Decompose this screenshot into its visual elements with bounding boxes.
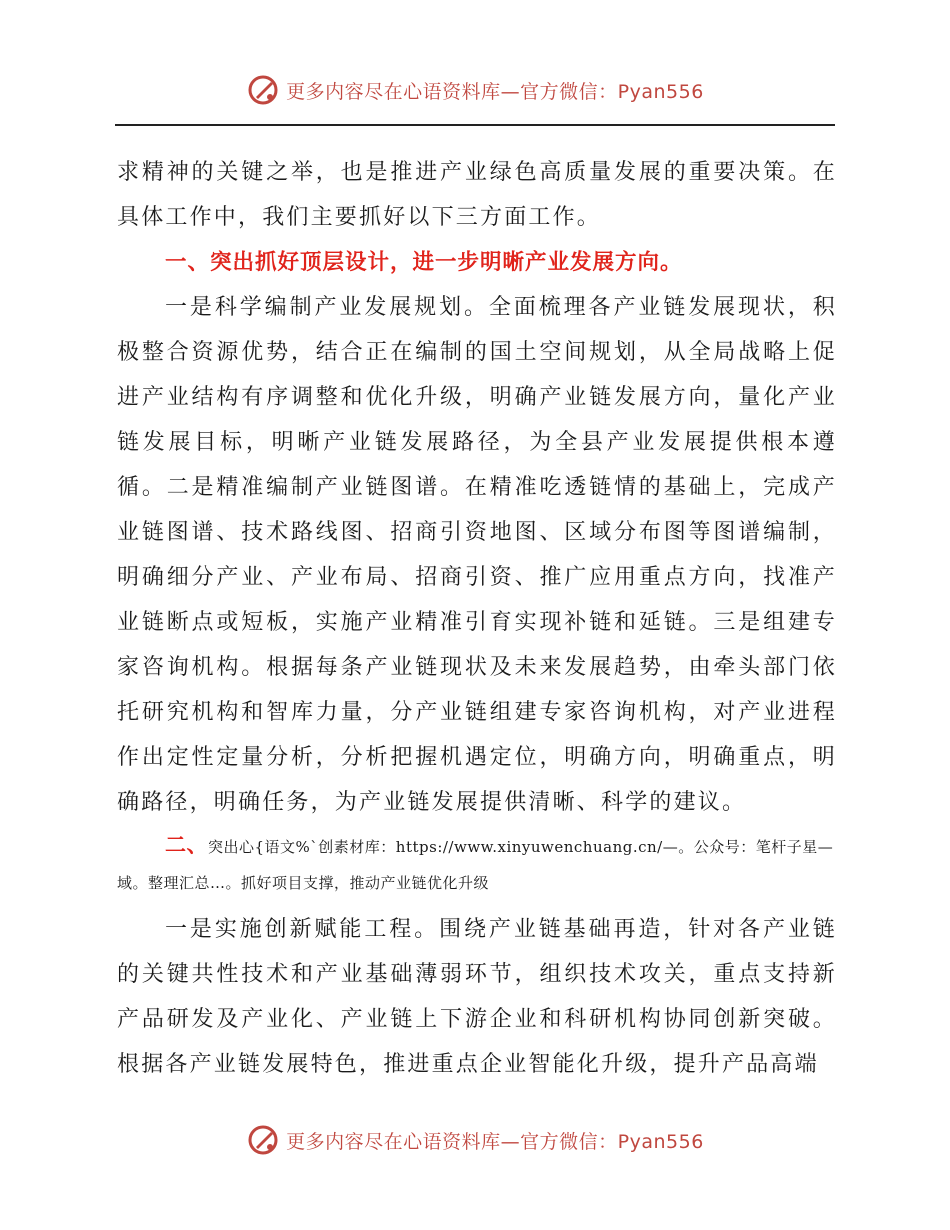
section-heading-2-prefix: 二、	[165, 833, 208, 857]
brand-logo-icon	[246, 73, 280, 107]
page-header	[0, 70, 950, 110]
footer-brand	[246, 1123, 704, 1157]
section-heading-2-text: 突出心{语文%`创素材库：https://www.xinyuwenchuang.cn/—。公众号：笔杆子星—域。整理汇总…。抓好项目支撑，推动产业链优化升级	[117, 838, 834, 892]
section-heading-1: 一、突出抓好顶层设计，进一步明晰产业发展方向。	[165, 250, 683, 275]
header-banner-text: 更多内容尽在心语资料库—官方微信：Pyan556	[286, 80, 704, 103]
paragraph-section-1: 一是科学编制产业发展规划。全面梳理各产业链发展现状，积极整合资源优势，结合正在编制的国土空间规划，从全局战略上促进产业结构有序调整和优化升级，明确产业链发展方向，量化产业链发展目标，明晰产业链发展路径，为全县产业发展提供根本遵循。二是精准编制产业链图谱。在精准吃透链情的基础上，完成产业链图谱、技术路线图、招商引资地图、区域分布图等图谱编制，明确细分产业、产业布局、招商引资、推广应用重点方向，找准产业链断点或短板，实施产业精准引育实现补链和延链。三是组建专家咨询机构。根据每条产业链现状及未来发展趋势，由牵头部门依托研究机构和智库力量，分产业链组建专家咨询机构，对产业进程作出定性定量分析，分析把握机遇定位，明确方向，明确重点，明确路径，明确任务，为产业链发展提供清晰、科学的建议。	[117, 295, 837, 815]
paragraph-intro: 求精神的关键之举，也是推进产业绿色高质量发展的重要决策。在具体工作中，我们主要抓好以下三方面工作。	[117, 160, 837, 230]
footer-banner-text: 更多内容尽在心语资料库—官方微信：Pyan556	[286, 1130, 704, 1153]
section-heading-2	[117, 827, 837, 901]
header-brand	[246, 73, 704, 107]
paragraph-section-2: 一是实施创新赋能工程。围绕产业链基础再造，针对各产业链的关键共性技术和产业基础薄弱环节，组织技术攻关，重点支持新产品研发及产业化、产业链上下游企业和科研机构协同创新突破。根据各产业链发展特色，推进重点企业智能化升级，提升产品高端	[117, 917, 837, 1077]
document-body	[117, 150, 837, 1087]
header-rule	[115, 124, 835, 126]
page-footer	[0, 1120, 950, 1160]
brand-logo-icon	[246, 1123, 280, 1157]
